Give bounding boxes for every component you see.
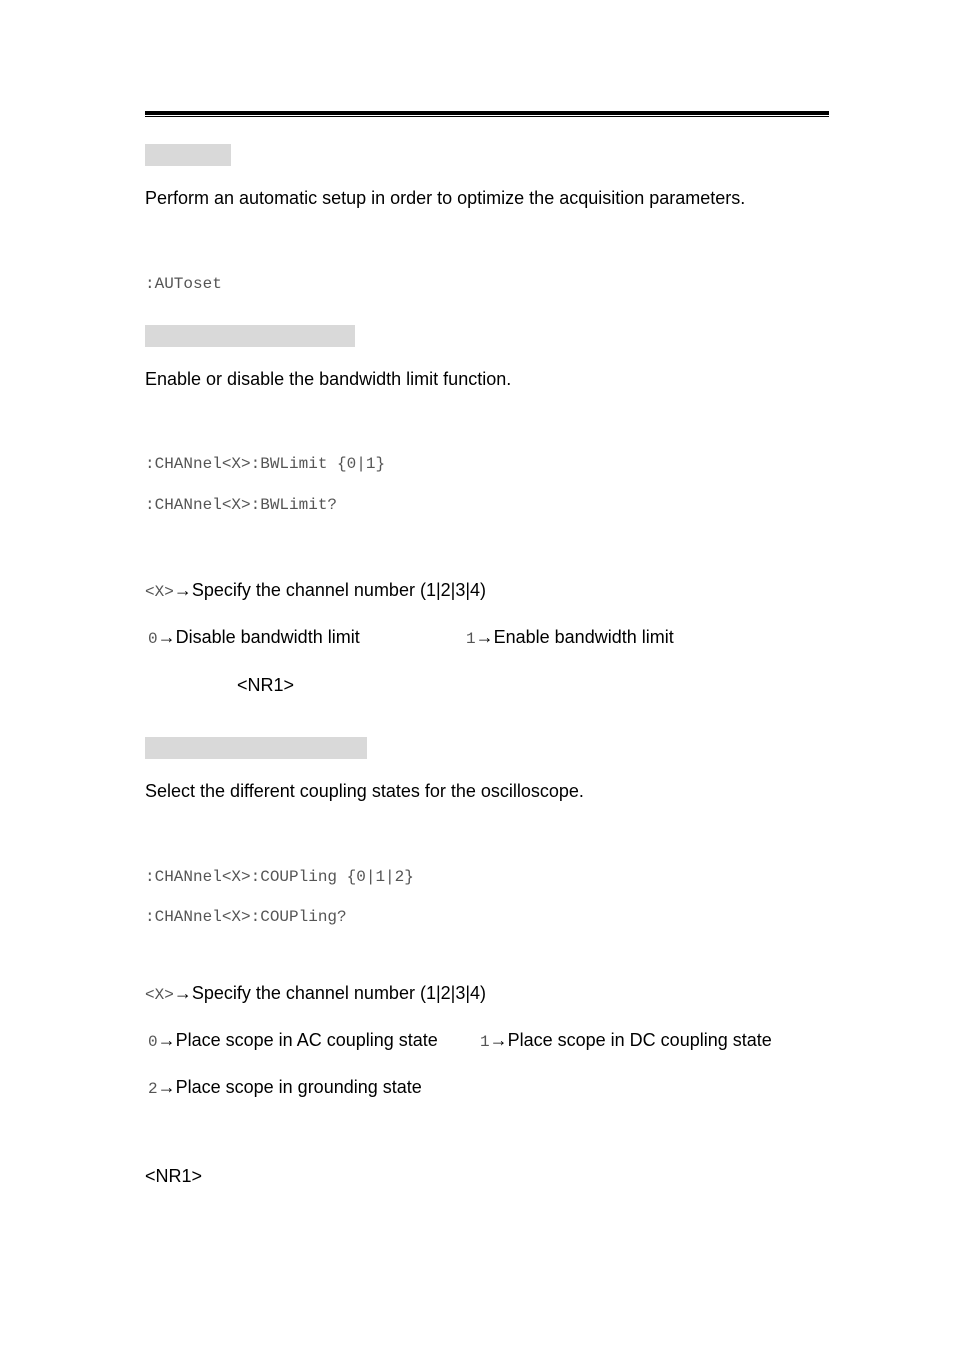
parameter-item [148,1029,438,1053]
parameter-item [148,1076,422,1100]
arrow-icon: → [157,1077,176,1097]
parameter-code: 1 [466,630,476,648]
parameter-code: 2 [148,1080,158,1098]
arrow-icon: → [157,627,176,647]
parameter-item [145,982,486,1006]
parameter-text: Specify the channel number (1|2|3|4) [191,580,487,600]
query-syntax: :CHANnel<X>:COUPling? [145,908,347,926]
header-rule-thin [145,116,829,117]
command-syntax: :AUToset [145,275,222,293]
section-description: Select the different coupling states for the oscilloscope. [145,781,584,801]
query-syntax: :CHANnel<X>:BWLimit? [145,496,338,514]
arrow-icon: → [173,983,192,1003]
parameter-item [480,1029,772,1053]
parameter-text: Place scope in grounding state [175,1077,422,1097]
command-syntax: :CHANnel<X>:COUPling {0|1|2} [145,868,414,886]
parameter-text: Place scope in DC coupling state [507,1030,772,1050]
header-rule-thick [145,111,829,115]
arrow-icon: → [475,627,494,647]
parameter-code: <X> [145,583,174,601]
arrow-icon: → [173,580,192,600]
section-description: Enable or disable the bandwidth limit function. [145,369,512,389]
parameter-item [148,626,360,650]
command-syntax: :CHANnel<X>:BWLimit {0|1} [145,455,386,473]
arrow-icon: → [157,1030,176,1050]
return-format: <NR1> [145,1166,203,1186]
parameter-text: Place scope in AC coupling state [175,1030,438,1050]
section-heading-highlight [145,737,367,759]
parameter-text: Specify the channel number (1|2|3|4) [191,983,487,1003]
parameter-code: 0 [148,630,158,648]
parameter-code: 0 [148,1033,158,1051]
return-format: <NR1> [237,675,295,695]
parameter-code: 1 [480,1033,490,1051]
parameter-code: <X> [145,986,174,1004]
parameter-item [466,626,674,650]
parameter-text: Enable bandwidth limit [493,627,674,647]
section-heading-highlight [145,325,355,347]
parameter-item [145,579,486,603]
arrow-icon: → [489,1030,508,1050]
section-description: Perform an automatic setup in order to optimize the acquisition parameters. [145,188,746,208]
section-heading-highlight [145,144,231,166]
parameter-text: Disable bandwidth limit [175,627,360,647]
